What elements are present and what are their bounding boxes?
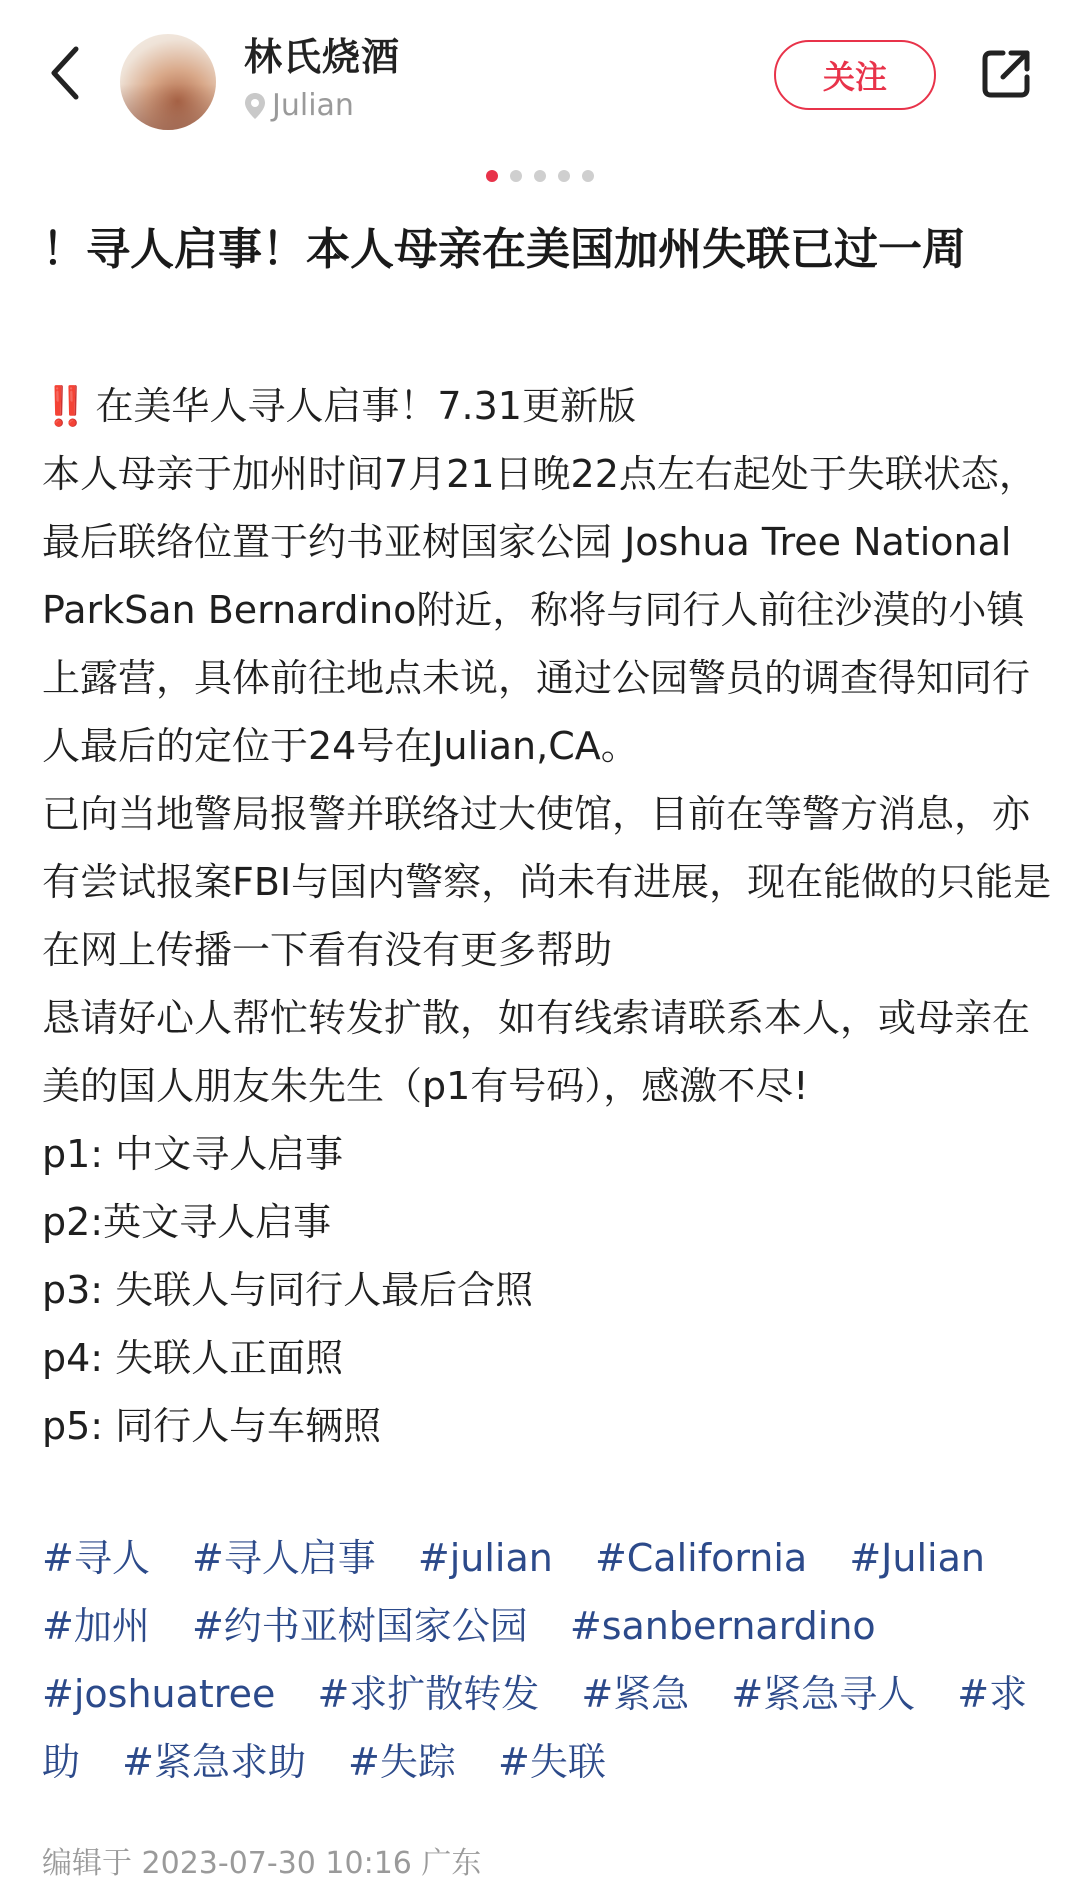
post-header (0, 0, 1080, 150)
location-label: Julian (272, 88, 354, 123)
follow-button[interactable]: 关注 (774, 40, 936, 110)
carousel-indicator (0, 170, 1080, 186)
back-button[interactable] (38, 38, 92, 108)
post-body (42, 372, 1052, 1460)
carousel-dot[interactable] (510, 170, 522, 182)
photo-caption-item: p4: 失联人正面照 (42, 1336, 344, 1380)
photo-caption-item: p3: 失联人与同行人最后合照 (42, 1268, 534, 1312)
hashtag-link[interactable]: #求扩散转发 (317, 1672, 540, 1716)
post-paragraph: 已向当地警局报警并联络过大使馆，目前在等警方消息，亦有尝试报案FBI与国内警察，尚未有进展，现在能做的只能是在网上传播一下看有没有更多帮助 (42, 792, 1052, 972)
post-paragraph: 恳请好心人帮忙转发扩散，如有线索请联系本人，或母亲在美的国人朋友朱先生（p1有号码），感激不尽! (42, 996, 1031, 1108)
hashtag-link[interactable]: #joshuatree (42, 1672, 276, 1716)
post-title: ！寻人启事！本人母亲在美国加州失联已过一周 (42, 224, 966, 275)
hashtag-link[interactable]: #sanbernardino (569, 1604, 876, 1648)
location-tag[interactable] (244, 88, 354, 123)
author-avatar[interactable] (120, 34, 216, 130)
author-name[interactable]: 林氏烧酒 (244, 35, 401, 79)
hashtag-link[interactable]: #紧急求助 (122, 1740, 306, 1784)
carousel-dot[interactable] (486, 170, 498, 182)
double-exclamation-icon: ‼️ (42, 384, 90, 428)
hashtag-link[interactable]: #紧急寻人 (731, 1672, 916, 1716)
post-paragraph: 本人母亲于加州时间7月21日晚22点左右起处于失联状态，最后联络位置于约书亚树国家公园 Joshua Tree National ParkSan Bernardino附近，称将与同行人前往沙漠的小镇上露营，具体前往地点未说，通过公园警员的调查得知同行人最后的定位于24号在Julian,CA。 (42, 452, 1037, 768)
photo-caption-item: p1: 中文寻人启事 (42, 1132, 344, 1176)
hashtag-link[interactable]: #Julian (849, 1536, 985, 1580)
hashtag-link[interactable]: #julian (417, 1536, 553, 1580)
share-button[interactable] (976, 44, 1036, 104)
post-paragraph: ‼️ 在美华人寻人启事！7.31更新版 (42, 384, 636, 428)
hashtag-link[interactable]: #紧急 (581, 1672, 690, 1716)
hashtag-link[interactable]: #California (594, 1536, 808, 1580)
avatar-image (120, 84, 216, 130)
hashtag-link[interactable]: #失联 (497, 1740, 606, 1784)
carousel-dot[interactable] (582, 170, 594, 182)
photo-caption-item: p5: 同行人与车辆照 (42, 1404, 382, 1448)
photo-caption-item: p2:英文寻人启事 (42, 1200, 332, 1244)
chevron-left-icon (48, 45, 82, 101)
edited-timestamp: 编辑于 2023-07-30 10:16 广东 (42, 1846, 482, 1881)
carousel-dot[interactable] (534, 170, 546, 182)
location-pin-icon (244, 92, 266, 120)
share-icon (979, 47, 1033, 101)
hashtag-link[interactable]: #求助 (42, 1672, 1028, 1784)
hashtag-link[interactable]: #失踪 (348, 1740, 456, 1784)
hashtag-link[interactable]: #寻人启事 (191, 1536, 376, 1580)
hashtag-link[interactable]: #寻人 (42, 1536, 150, 1580)
hashtag-list (42, 1524, 1052, 1796)
carousel-dot[interactable] (558, 170, 570, 182)
hashtag-link[interactable]: #约书亚树国家公园 (191, 1604, 528, 1648)
hashtag-link[interactable]: #加州 (42, 1604, 150, 1648)
